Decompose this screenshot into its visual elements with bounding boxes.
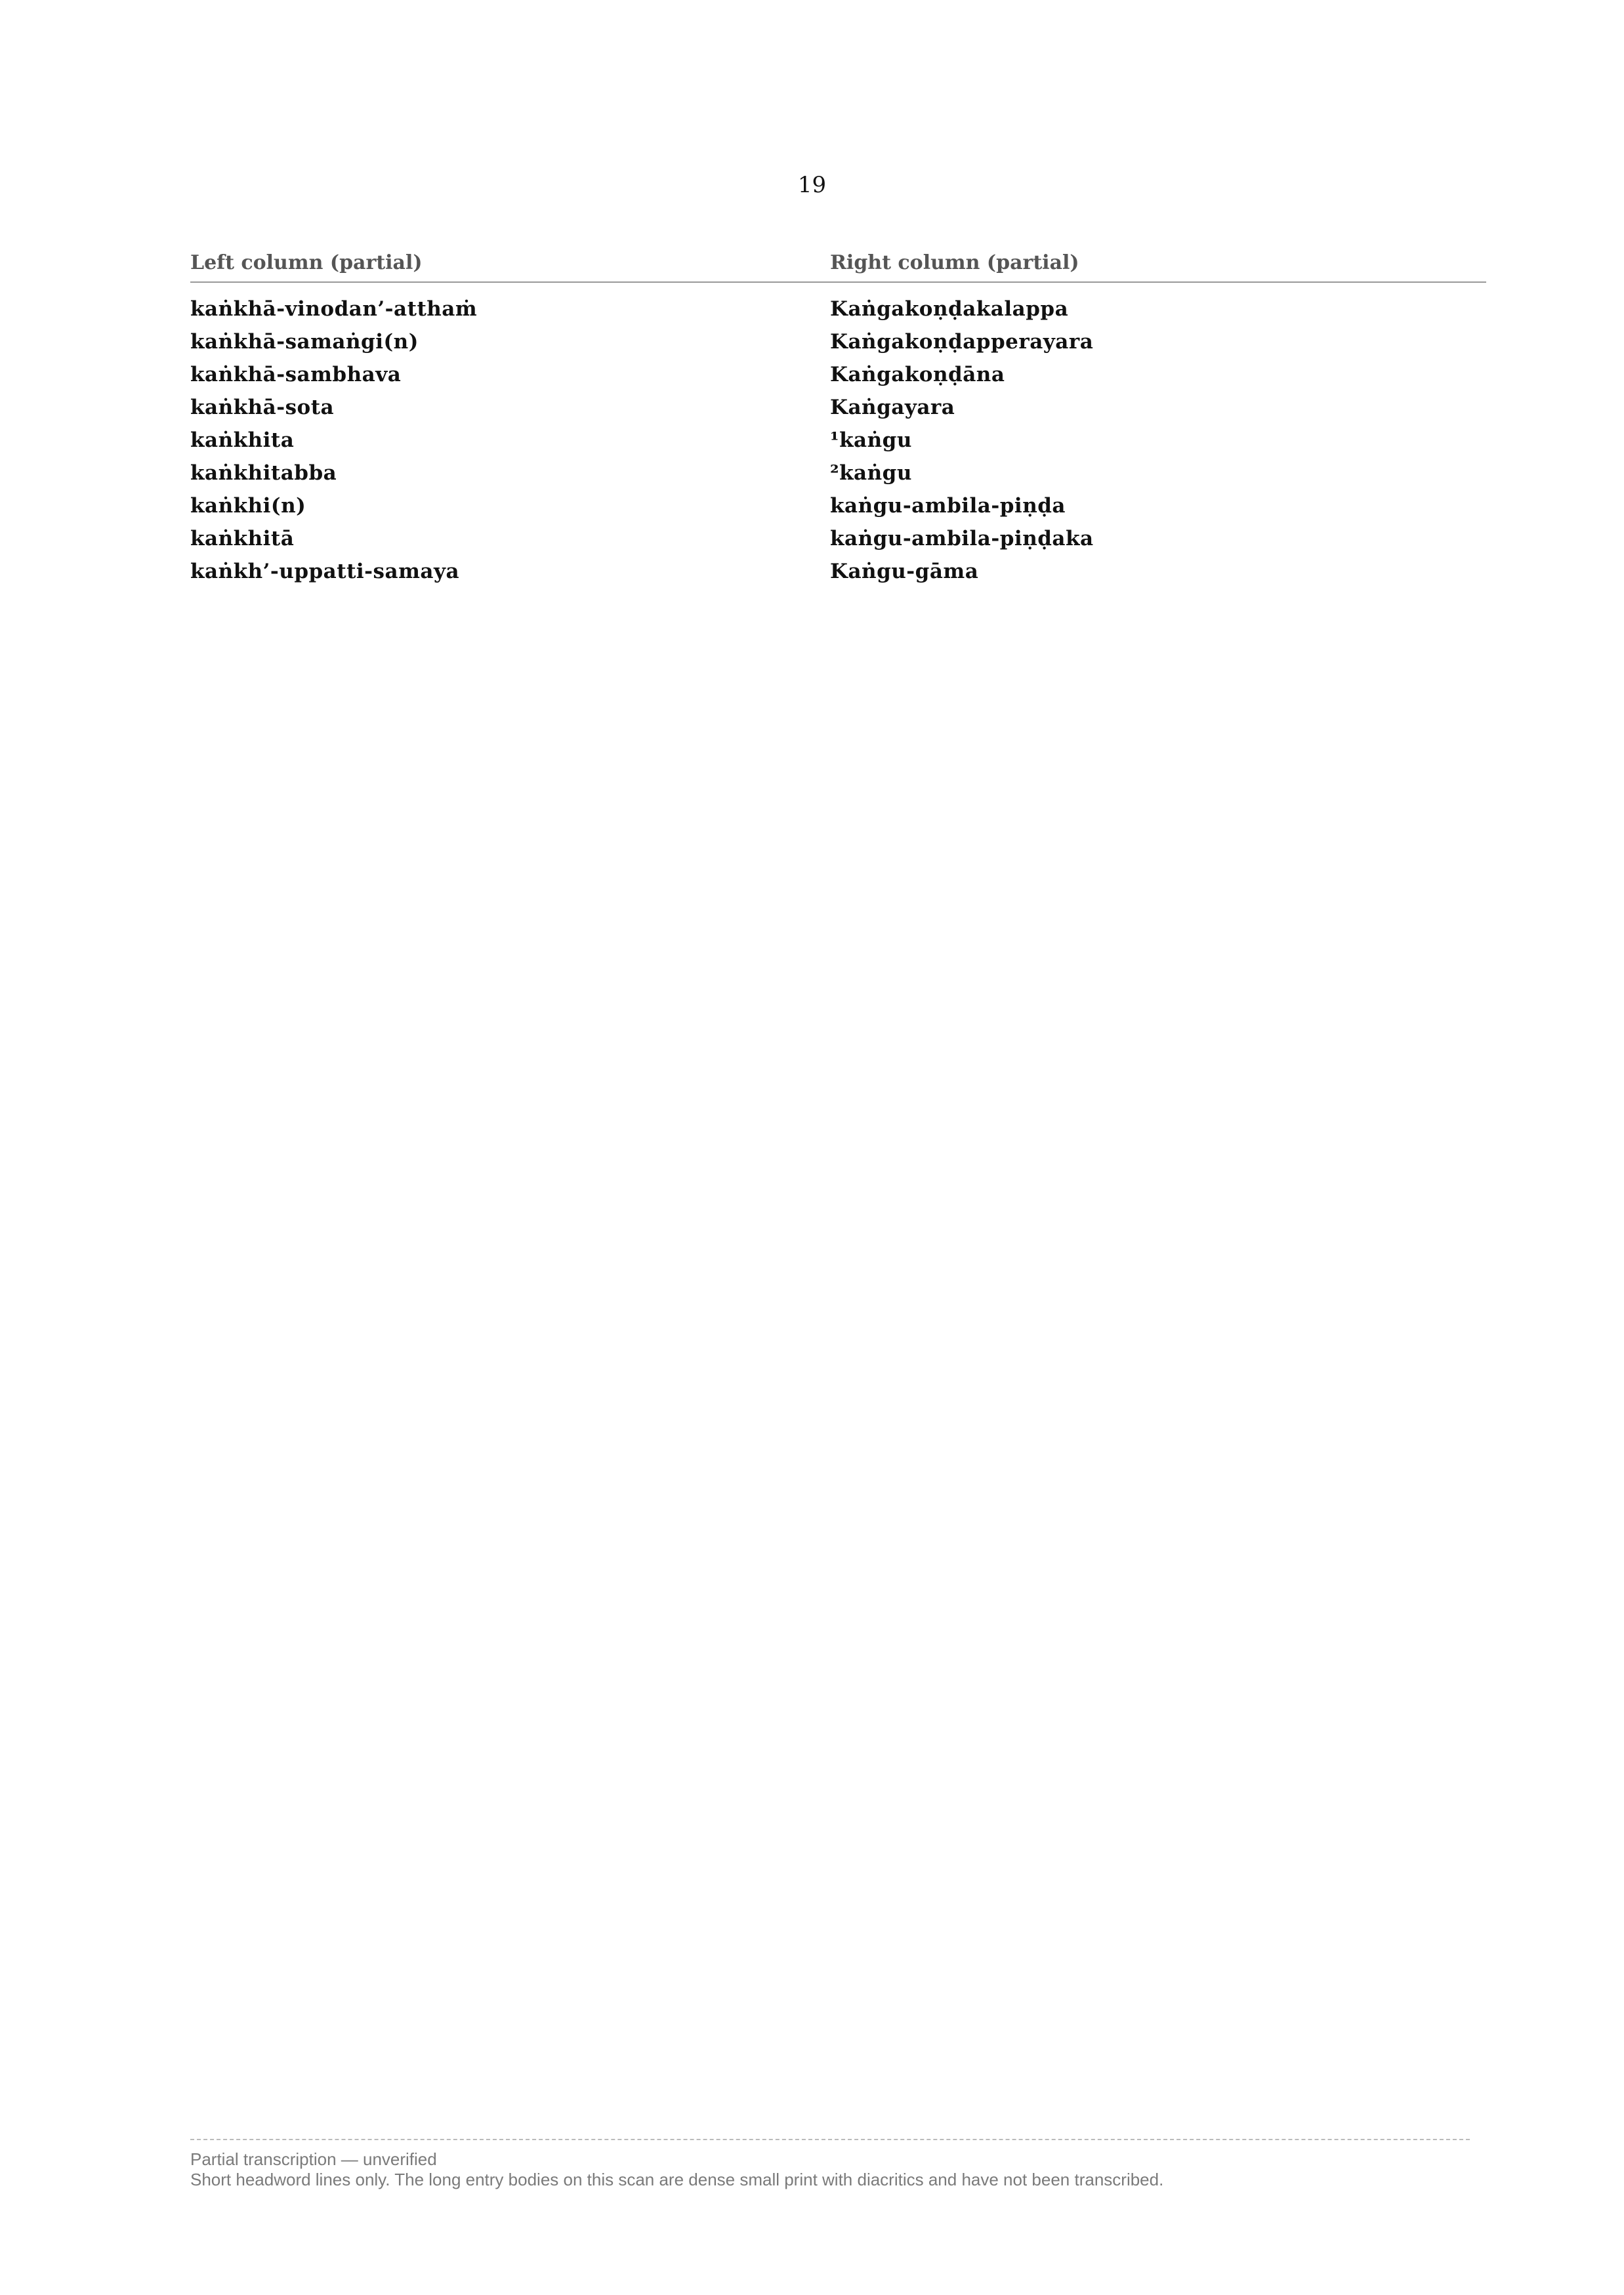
dictionary-entry	[830, 327, 1486, 356]
dictionary-entry	[190, 426, 846, 455]
transcription-notice	[190, 2139, 1470, 2190]
dictionary-entry	[830, 491, 1486, 520]
left-entries	[190, 295, 846, 586]
headword: kaṅkhitabba	[190, 461, 337, 485]
headword: kaṅkhita	[190, 428, 295, 452]
dictionary-entry	[190, 557, 846, 586]
right-column	[830, 249, 1486, 590]
dictionary-entry	[190, 524, 846, 553]
dictionary-entry	[830, 360, 1486, 389]
dictionary-entry	[830, 459, 1486, 487]
dictionary-entry	[190, 459, 846, 487]
right-entries	[830, 295, 1486, 586]
headword: ¹kaṅgu	[830, 428, 912, 452]
dictionary-entry	[830, 426, 1486, 455]
left-column-heading: Left column (partial)	[190, 249, 846, 283]
dictionary-entry	[830, 524, 1486, 553]
dictionary-entry	[830, 557, 1486, 586]
page-number: 19	[797, 172, 827, 198]
headword: kaṅkhā-vinodan’-atthaṁ	[190, 297, 478, 321]
dictionary-entry	[190, 295, 846, 323]
headword: kaṅkhā-samaṅgi(n)	[190, 329, 419, 354]
status-label: Partial transcription — unverified	[190, 2149, 437, 2169]
headword: Kaṅgakoṇḍakalappa	[830, 297, 1069, 321]
dictionary-entry	[190, 491, 846, 520]
status-note: Short headword lines only. The long entry bodies on this scan are dense small print with diacritics and have not been transcribed.	[190, 2170, 1164, 2189]
dictionary-entry	[830, 295, 1486, 323]
headword: kaṅkh’-uppatti-samaya	[190, 559, 460, 583]
left-column	[190, 249, 846, 590]
headword: kaṅgu-ambila-piṇḍa	[830, 493, 1066, 518]
dictionary-entry	[830, 393, 1486, 422]
headword: Kaṅgayara	[830, 395, 955, 419]
headword: Kaṅgakoṇḍāna	[830, 362, 1005, 386]
headword: kaṅkhā-sambhava	[190, 362, 402, 386]
dictionary-entry	[190, 393, 846, 422]
headword: Kaṅgakoṇḍapperayara	[830, 329, 1094, 354]
headword: Kaṅgu-gāma	[830, 559, 979, 583]
headword: kaṅgu-ambila-piṇḍaka	[830, 526, 1094, 550]
dictionary-entry	[190, 360, 846, 389]
headword: kaṅkhi(n)	[190, 493, 306, 518]
dictionary-entry	[190, 327, 846, 356]
headword: ²kaṅgu	[830, 461, 912, 485]
right-column-heading: Right column (partial)	[830, 249, 1486, 283]
headword: kaṅkhitā	[190, 526, 295, 550]
headword: kaṅkhā-sota	[190, 395, 335, 419]
